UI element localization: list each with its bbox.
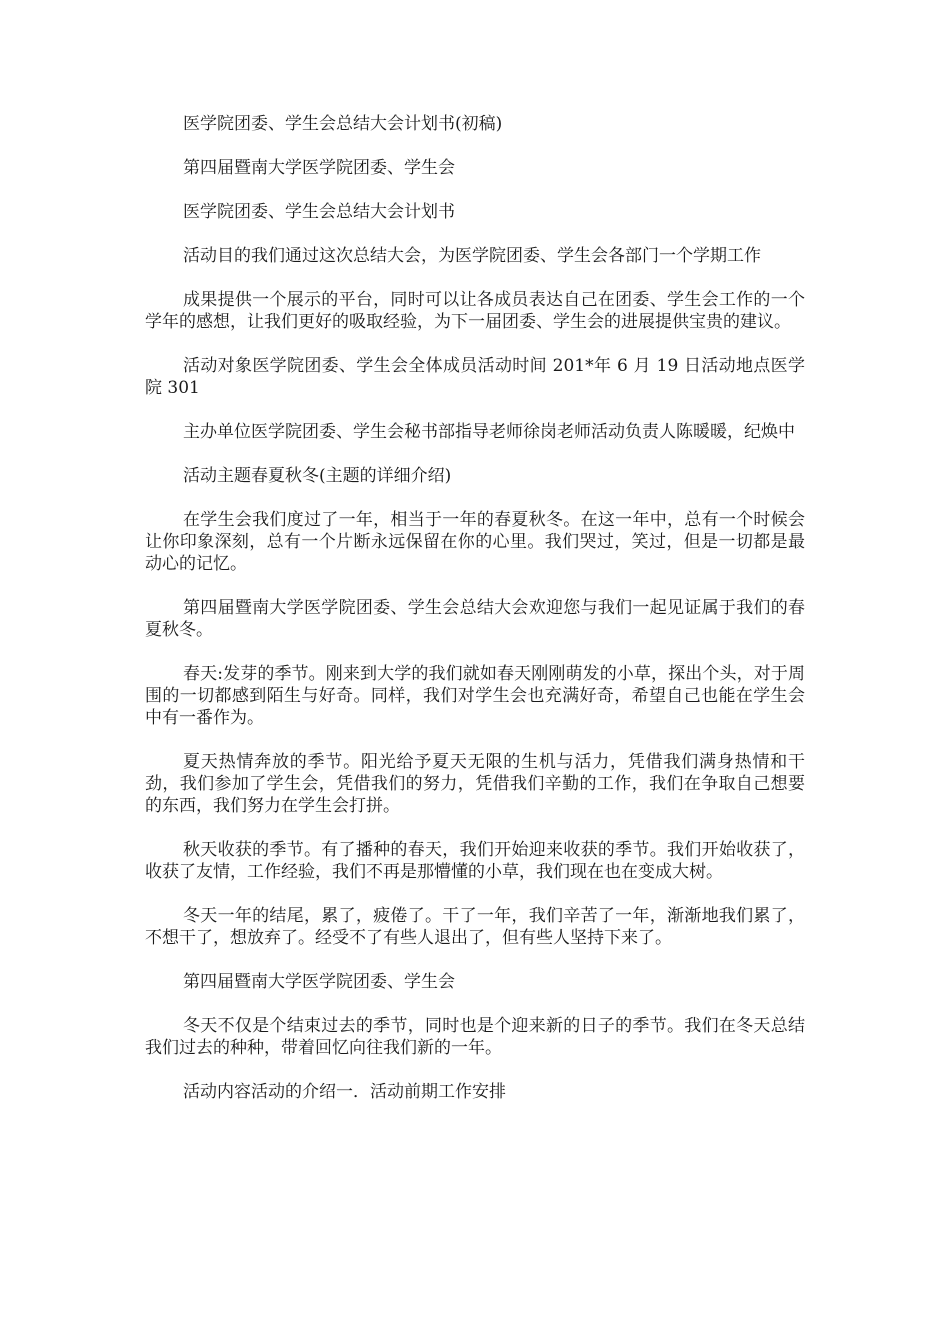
paragraph-activity-content: 活动内容活动的介绍一．活动前期工作安排 [183, 1082, 506, 1102]
plan-heading: 医学院团委、学生会总结大会计划书 [183, 202, 455, 222]
paragraph-winter-new-year: 冬天不仅是个结束过去的季节，同时也是个迎来新的日子的季节。我们在冬天总结我们过去的种种，带着回忆向往我们新的一年。 [145, 1016, 805, 1058]
paragraph-organizer: 主办单位医学院团委、学生会秘书部指导老师徐岗老师活动负责人陈暖暖，纪焕中 [183, 422, 795, 442]
organizer-heading-repeat: 第四届暨南大学医学院团委、学生会 [183, 972, 455, 992]
organizer-heading: 第四届暨南大学医学院团委、学生会 [183, 158, 455, 178]
document-title: 医学院团委、学生会总结大会计划书(初稿) [183, 114, 503, 134]
paragraph-autumn: 秋天收获的季节。有了播种的春天，我们开始迎来收获的季节。我们开始收获了，收获了友情，工作经验，我们不再是那懵懂的小草，我们现在也在变成大树。 [145, 840, 805, 882]
paragraph-theme: 活动主题春夏秋冬(主题的详细介绍) [183, 466, 452, 486]
paragraph-summer: 夏天热情奔放的季节。阳光给予夏天无限的生机与活力，凭借我们满身热情和干劲，我们参加了学生会，凭借我们的努力，凭借我们辛勤的工作，我们在争取自己想要的东西，我们努力在学生会打拼。 [145, 752, 805, 816]
paragraph-winter: 冬天一年的结尾，累了，疲倦了。干了一年，我们辛苦了一年，渐渐地我们累了，不想干了，想放弃了。经受不了有些人退出了，但有些人坚持下来了。 [145, 906, 805, 948]
paragraph-welcome: 第四届暨南大学医学院团委、学生会总结大会欢迎您与我们一起见证属于我们的春夏秋冬。 [145, 598, 805, 640]
paragraph-theme-intro: 在学生会我们度过了一年，相当于一年的春夏秋冬。在这一年中，总有一个时候会让你印象深刻，总有一个片断永远保留在你的心里。我们哭过，笑过，但是一切都是最动心的记忆。 [145, 510, 805, 574]
paragraph-purpose: 活动目的我们通过这次总结大会，为医学院团委、学生会各部门一个学期工作 [183, 246, 761, 266]
paragraph-spring: 春天:发芽的季节。刚来到大学的我们就如春天刚刚萌发的小草，探出个头，对于周围的一切都感到陌生与好奇。同样，我们对学生会也充满好奇，希望自己也能在学生会中有一番作为。 [145, 664, 805, 728]
document-body [145, 113, 805, 1125]
paragraph-purpose-continued: 成果提供一个展示的平台，同时可以让各成员表达自己在团委、学生会工作的一个学年的感想，让我们更好的吸取经验，为下一届团委、学生会的进展提供宝贵的建议。 [145, 290, 805, 332]
paragraph-audience-time-place: 活动对象医学院团委、学生会全体成员活动时间 201*年 6 月 19 日活动地点医学院 301 [145, 356, 805, 398]
